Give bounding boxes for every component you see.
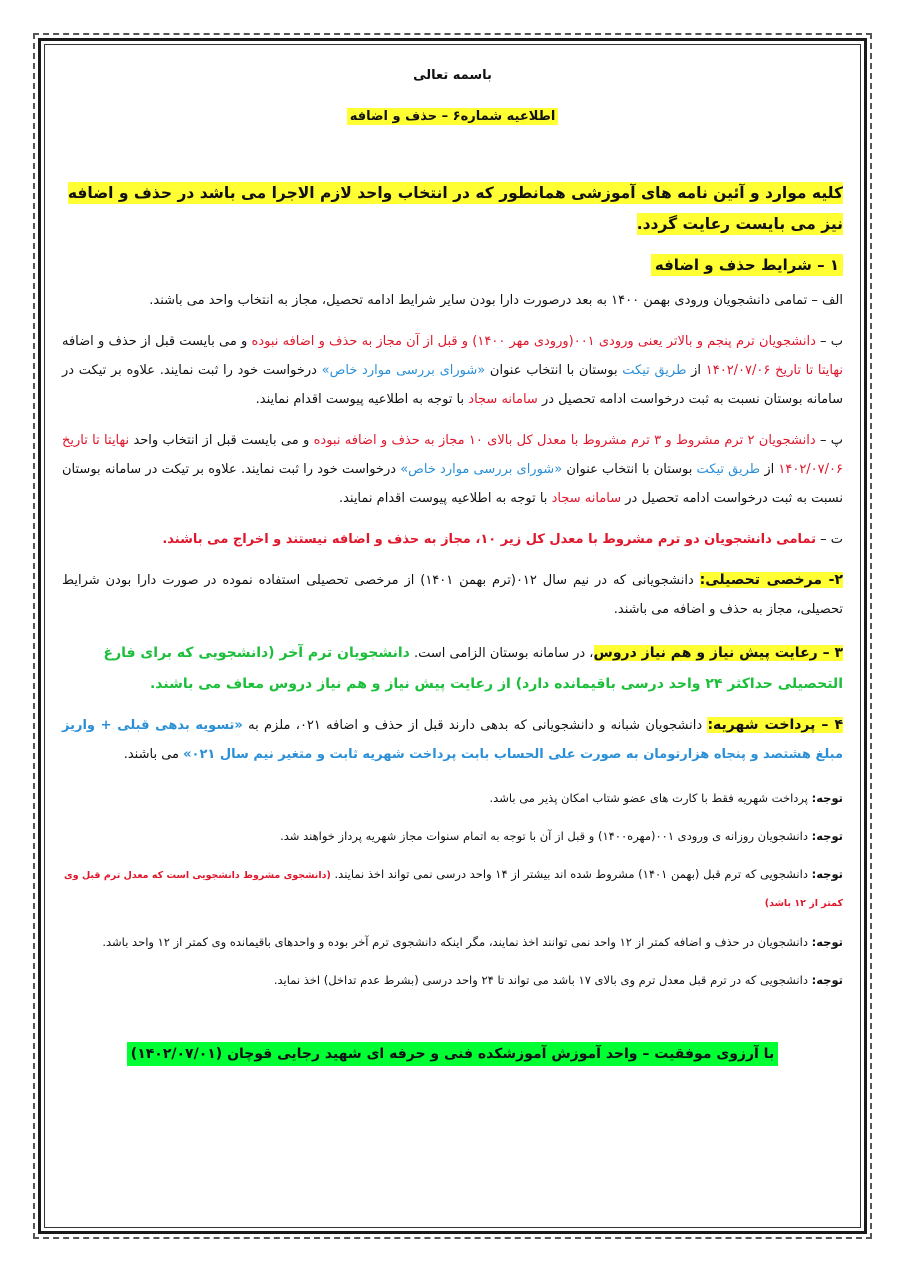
clause-pe-text2: از xyxy=(760,462,779,477)
clause-be-council: «شورای بررسی موارد خاص» xyxy=(321,363,486,378)
clause-be-text5: با توجه به اطلاعیه پیوست اقدام نمایند. xyxy=(255,392,469,407)
clause-be-text: و می بایست قبل از حذف و اضافه xyxy=(62,334,252,349)
clause-pe xyxy=(62,426,843,513)
clause-pe-text: و می بایست قبل از انتخاب واحد xyxy=(129,433,314,448)
clause-be-text2: از xyxy=(686,363,706,378)
clause-be-text3: بوستان با انتخاب عنوان xyxy=(485,363,623,378)
note-5 xyxy=(62,967,843,993)
note-2 xyxy=(62,823,843,849)
clause-be-red: دانشجویان ترم پنجم و بالاتر یعنی ورودی ۰۰۱(ورودی مهر ۱۴۰۰) و قبل از آن مجاز به حذف و اضافه نبوده xyxy=(251,334,816,349)
clause-pe-text5: با توجه به اطلاعیه پیوست اقدام نمایند. xyxy=(338,491,552,506)
clause-pe-council: «شورای بررسی موارد خاص» xyxy=(400,462,563,477)
note-label: توجه: xyxy=(811,791,843,805)
clause-pe-prefix: پ – xyxy=(815,433,843,448)
footer-signature: با آرزوی موفقیت – واحد آموزش آموزشکده فنی و حرفه ای شهید رجایی قوچان (۱۴۰۲/۰۷/۰۱) xyxy=(127,1042,778,1066)
note-text: دانشجویی که ترم قبل (بهمن ۱۴۰۱) مشروط شده اند بیشتر از ۱۴ واحد درسی نمی تواند اخذ نمایند. xyxy=(330,867,812,881)
clause-pe-text3: بوستان با انتخاب عنوان xyxy=(562,462,697,477)
note-4 xyxy=(62,929,843,955)
note-label: توجه: xyxy=(811,973,843,987)
intro-text: کلیه موارد و آئین نامه های آموزشی همانطور که در انتخاب واحد لازم الاجرا می باشد در حذف و اضافه نیز می بایست رعایت گردد. xyxy=(67,184,843,233)
section3-heading: ۳ – رعایت پیش نیاز و هم نیاز دروس xyxy=(593,645,843,661)
clause-pe-ticket: طریق تیکت xyxy=(696,462,761,477)
note-text: دانشجویان روزانه ی ورودی ۰۰۱(مهره۱۴۰۰) و قبل از آن با توجه به اتمام سنوات مجاز شهریه پرداز خواهند شد. xyxy=(280,829,812,843)
section1-heading xyxy=(62,256,843,274)
section3-text: ، در سامانه بوستان الزامی است. xyxy=(409,646,594,661)
note-text: دانشجویی که در ترم قبل معدل ترم وی بالای ۱۷ باشد می تواند تا ۲۴ واحد درسی (بشرط عدم تداخل) اخذ نماید. xyxy=(273,973,812,987)
section2-text: دانشجویانی که در نیم سال ۰۱۲(ترم بهمن ۱۴۰۱) از مرخصی تحصیلی استفاده نموده در صورت دارا بودن شرایط تحصیلی، مجاز به حذف و اضافه می باشند. xyxy=(62,573,843,617)
clause-be-prefix: ب – xyxy=(815,334,843,349)
section1-heading-text: ۱ – شرایط حذف و اضافه xyxy=(651,254,843,276)
note-label: توجه: xyxy=(811,867,843,881)
section3 xyxy=(62,638,843,699)
note-label: توجه: xyxy=(811,829,843,843)
clause-be xyxy=(62,327,843,414)
clause-te-red: تمامی دانشجویان دو ترم مشروط با معدل کل زیر ۱۰، مجاز به حذف و اضافه نیستند و اخراج می باشند. xyxy=(162,532,816,547)
clause-pe-sajad: سامانه سجاد xyxy=(551,491,622,506)
note-label: توجه: xyxy=(811,935,843,949)
clause-be-ticket: طریق تیکت xyxy=(622,363,687,378)
intro-paragraph xyxy=(62,178,843,240)
clause-pe-deadline: نهایتا تا تاریخ ۱۴۰۲/۰۷/۰۶ xyxy=(62,433,843,477)
section3-green: دانشجویان ترم آخر (دانشجویی که برای فارغ التحصیلی حداکثر ۲۴ واحد درسی باقیمانده دارد) از رعایت پیش نیاز و هم نیاز دروس معاف می باشند. xyxy=(103,645,843,692)
bismillah: باسمه تعالی xyxy=(413,68,492,83)
announcement-title: اطلاعیه شماره۶ – حذف و اضافه xyxy=(347,108,559,125)
clause-te xyxy=(62,525,843,554)
section4-end: می باشند. xyxy=(123,747,184,762)
section4-text: دانشجویان شبانه و دانشجویانی که بدهی دارند قبل از حذف و اضافه ۰۲۱، ملزم به xyxy=(242,718,708,733)
section4 xyxy=(62,711,843,769)
section4-blue: «تسویه بدهی قبلی + واریز مبلغ هشتصد و پنجاه هزارتومان به صورت علی الحساب بابت پرداخت شهریه ثابت و متغیر نیم سال ۰۲۱» xyxy=(62,718,843,762)
note-text: دانشجویان در حذف و اضافه کمتر از ۱۲ واحد نمی توانند اخذ نمایند، مگر اینکه دانشجوی ترم آخر بوده و واحدهای باقیمانده وی کمتر از ۱۲ واحد باشد. xyxy=(102,935,812,949)
section4-heading: ۴ – پرداخت شهریه: xyxy=(707,717,843,733)
clause-te-prefix: ت – xyxy=(815,532,843,547)
section2 xyxy=(62,566,843,624)
clause-be-deadline: نهایتا تا تاریخ ۱۴۰۲/۰۷/۰۶ xyxy=(705,363,843,378)
announcement-page xyxy=(62,60,843,1220)
clause-alef: الف – تمامی دانشجویان ورودی بهمن ۱۴۰۰ به بعد درصورت دارا بودن سایر شرایط ادامه تحصیل، مجاز به انتخاب واحد می باشند. xyxy=(149,293,843,308)
note-red: (دانشجوی مشروط دانشجویی است که معدل ترم قبل وی کمتر از ۱۲ باشد) xyxy=(64,870,843,909)
footer-wrap xyxy=(62,1043,843,1062)
note-1 xyxy=(62,785,843,811)
section2-heading: ۲- مرخصی تحصیلی: xyxy=(699,572,843,588)
note-3 xyxy=(62,861,843,917)
title-wrap xyxy=(62,105,843,124)
clause-be-sajad: سامانه سجاد xyxy=(468,392,538,407)
clause-pe-red: دانشجویان ۲ ترم مشروط و ۳ ترم مشروط با معدل کل بالای ۱۰ مجاز به حذف و اضافه نبوده xyxy=(313,433,816,448)
clause-pe-text4: درخواست خود را ثبت نمایند. علاوه بر تیکت در سامانه بوستان نسبت به ثبت درخواست ادامه تحصیل در xyxy=(62,462,843,506)
clause-be-text4: درخواست خود را ثبت نمایند. علاوه بر تیکت در سامانه بوستان نسبت به ثبت درخواست ادامه تحصیل در xyxy=(62,363,843,407)
note-text: پرداخت شهریه فقط با کارت های عضو شتاب امکان پذیر می باشد. xyxy=(489,791,812,805)
